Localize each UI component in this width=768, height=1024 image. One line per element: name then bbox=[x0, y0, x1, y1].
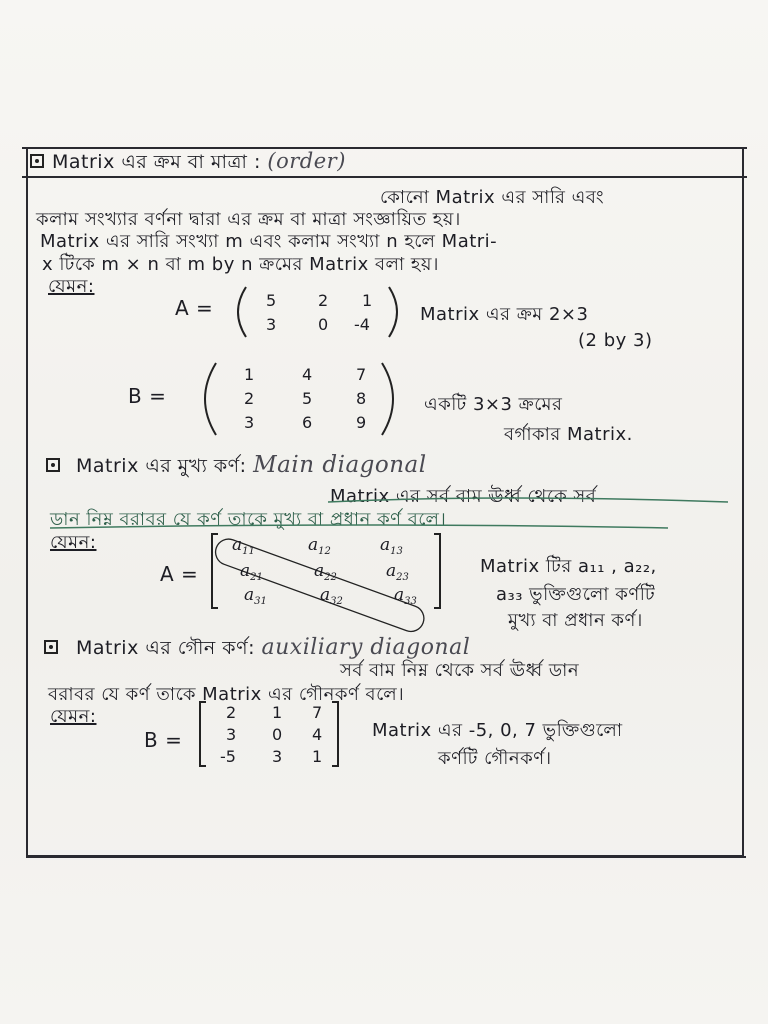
aux-diagonal-matrix-name: B = bbox=[144, 728, 183, 752]
entry-a13: $a_{13}$ bbox=[380, 535, 403, 557]
matrix-cell: 5 bbox=[302, 389, 313, 408]
main-diagonal-matrix-name: A = bbox=[160, 562, 199, 586]
matrix-b-name: B = bbox=[128, 384, 167, 408]
matrix-cell: 7 bbox=[312, 703, 323, 722]
entry-a21: $a_{21}$ bbox=[240, 561, 263, 583]
matrix-a-note-line-2: (2 by 3) bbox=[578, 330, 653, 351]
right-bracket bbox=[332, 702, 338, 766]
green-underline bbox=[48, 498, 738, 532]
matrix-cell: 7 bbox=[356, 365, 367, 384]
left-bracket bbox=[200, 702, 206, 766]
bullet-icon bbox=[46, 458, 60, 472]
matrix-cell: 1 bbox=[362, 291, 373, 310]
section-aux-diagonal-title: Matrix এর গৌন কর্ণ: auxiliary diagonal bbox=[76, 635, 471, 660]
main-diagonal-note-line-2: a₃₃ ভুক্তিগুলো কর্ণটি bbox=[496, 584, 656, 605]
matrix-a-general bbox=[208, 532, 448, 612]
matrix-a-note-line-1: Matrix এর ক্রম 2×3 bbox=[420, 304, 589, 325]
matrix-cell: 8 bbox=[356, 389, 367, 408]
entry-a11: $a_{11}$ bbox=[232, 535, 255, 557]
matrix-cell: 1 bbox=[244, 365, 255, 384]
order-example-label: যেমন: bbox=[48, 276, 95, 297]
matrix-cell: 2 bbox=[318, 291, 329, 310]
section-order-title: Matrix এর ক্রম বা মাত্রা : (order) bbox=[52, 149, 346, 173]
matrix-cell: -4 bbox=[354, 315, 370, 334]
entry-a33: $a_{33}$ bbox=[394, 585, 417, 607]
matrix-cell: 4 bbox=[312, 725, 323, 744]
left-paren bbox=[238, 287, 246, 337]
matrix-cell: 1 bbox=[272, 703, 283, 722]
matrix-cell: 3 bbox=[272, 747, 283, 766]
order-body-line-4: x টিকে m × n বা m by n ক্রমের Matrix বলা হয়। bbox=[42, 254, 439, 275]
entry-a22: $a_{22}$ bbox=[314, 561, 337, 583]
matrix-cell: 0 bbox=[272, 725, 283, 744]
section-main-diagonal-title: Matrix এর মুখ্য কর্ণ: Main diagonal bbox=[76, 452, 427, 478]
right-paren bbox=[389, 287, 397, 337]
bullet-icon bbox=[30, 154, 44, 168]
matrix-cell: 2 bbox=[244, 389, 255, 408]
matrix-cell: 3 bbox=[226, 725, 237, 744]
main-diagonal-note-line-1: Matrix টির a₁₁ , a₂₂, bbox=[480, 556, 657, 577]
order-body-line-2: কলাম সংখ্যার বর্ণনা দ্বারা এর ক্রম বা মাত্রা সংজ্ঞায়িত হয়। bbox=[36, 209, 461, 230]
entry-a23: $a_{23}$ bbox=[386, 561, 409, 583]
order-english-term: (order) bbox=[267, 149, 346, 173]
entry-a31: $a_{31}$ bbox=[244, 585, 267, 607]
matrix-cell: 2 bbox=[226, 703, 237, 722]
right-bracket bbox=[434, 534, 440, 608]
aux-diagonal-body-line-2: বরাবর যে কর্ণ তাকে Matrix এর গৌনকর্ণ বলে। bbox=[48, 684, 405, 705]
main-diagonal-body-line-2: ডান নিম্ন বরাবর যে কর্ণ তাকে মুখ্য বা প্রধান কর্ণ বলে। bbox=[50, 509, 447, 530]
order-body-line-1: কোনো Matrix এর সারি এবং bbox=[380, 187, 605, 208]
matrix-a-order bbox=[234, 284, 404, 340]
matrix-cell: 6 bbox=[302, 413, 313, 432]
aux-diagonal-english-term: auxiliary diagonal bbox=[261, 635, 471, 660]
bullet-icon bbox=[44, 640, 58, 654]
aux-diagonal-note-line-1: Matrix এর -5, 0, 7 ভুক্তিগুলো bbox=[372, 720, 623, 741]
bottom-rule bbox=[26, 856, 746, 858]
matrix-cell: 1 bbox=[312, 747, 323, 766]
left-paren bbox=[205, 363, 216, 435]
main-diagonal-body-line-1: Matrix এর সর্ব বাম ঊর্ধ্ব থেকে সর্ব bbox=[330, 486, 597, 507]
aux-diagonal-example-label: যেমন: bbox=[50, 706, 97, 727]
matrix-cell: 5 bbox=[266, 291, 277, 310]
matrix-cell: 4 bbox=[302, 365, 313, 384]
order-body-line-3: Matrix এর সারি সংখ্যা m এবং কলাম সংখ্যা n হলে Matri- bbox=[40, 231, 498, 252]
matrix-cell: 0 bbox=[318, 315, 329, 334]
main-diagonal-note-line-3: মুখ্য বা প্রধান কর্ণ। bbox=[508, 610, 643, 631]
main-diagonal-english-term: Main diagonal bbox=[253, 452, 427, 478]
matrix-cell: 3 bbox=[244, 413, 255, 432]
right-paren bbox=[382, 363, 393, 435]
matrix-b-note-line-2: বর্গাকার Matrix. bbox=[504, 424, 633, 445]
entry-a32: $a_{32}$ bbox=[320, 585, 343, 607]
matrix-cell: -5 bbox=[220, 747, 236, 766]
aux-diagonal-note-line-2: কর্ণটি গৌনকর্ণ। bbox=[438, 748, 552, 769]
matrix-b-note-line-1: একটি 3×3 ক্রমের bbox=[424, 394, 563, 415]
main-diagonal-example-label: যেমন: bbox=[50, 532, 97, 553]
aux-diagonal-body-line-1: সর্ব বাম নিম্ন থেকে সর্ব ঊর্ধ্ব ডান bbox=[340, 660, 580, 681]
entry-a12: $a_{12}$ bbox=[308, 535, 331, 557]
matrix-b-general bbox=[196, 700, 346, 770]
matrix-cell: 3 bbox=[266, 315, 277, 334]
matrix-cell: 9 bbox=[356, 413, 367, 432]
matrix-a-name: A = bbox=[175, 296, 214, 320]
matrix-b-square bbox=[200, 360, 400, 438]
